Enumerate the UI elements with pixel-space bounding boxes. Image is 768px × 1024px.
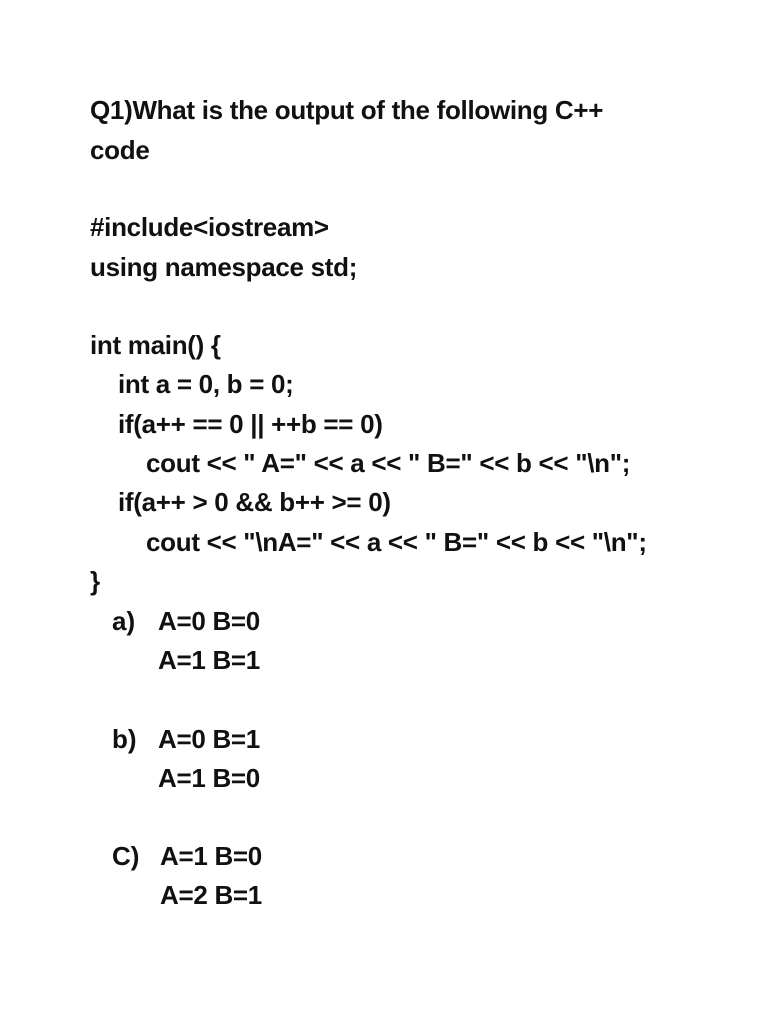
option-a-line1: A=0 B=0 [158,606,260,636]
code-line-if1: if(a++ == 0 || ++b == 0) [118,409,383,439]
option-c-line2: A=2 B=1 [160,880,262,910]
option-a-line2: A=1 B=1 [158,645,260,675]
code-line-close: } [90,566,100,596]
option-c-line1: A=1 B=0 [160,841,262,871]
code-line-declare: int a = 0, b = 0; [118,369,294,399]
code-line-namespace: using namespace std; [90,252,358,282]
question-title-line1: Q1)What is the output of the following C++ [90,95,604,125]
code-line-cout2: cout << "\nA=" << a << " B=" << b << "\n"; [146,527,647,557]
code-line-main: int main() { [90,330,221,360]
code-line-cout1: cout << " A=" << a << " B=" << b << "\n"; [146,448,631,478]
option-b-line1: A=0 B=1 [158,724,260,754]
option-b-letter: b) [112,724,137,754]
question-title-line2: code [90,135,150,165]
code-line-include: #include<iostream> [90,212,329,242]
option-a-letter: a) [112,606,136,636]
option-c-letter: C) [112,841,140,871]
option-b-line2: A=1 B=0 [158,763,260,793]
code-line-if2: if(a++ > 0 && b++ >= 0) [118,487,391,517]
